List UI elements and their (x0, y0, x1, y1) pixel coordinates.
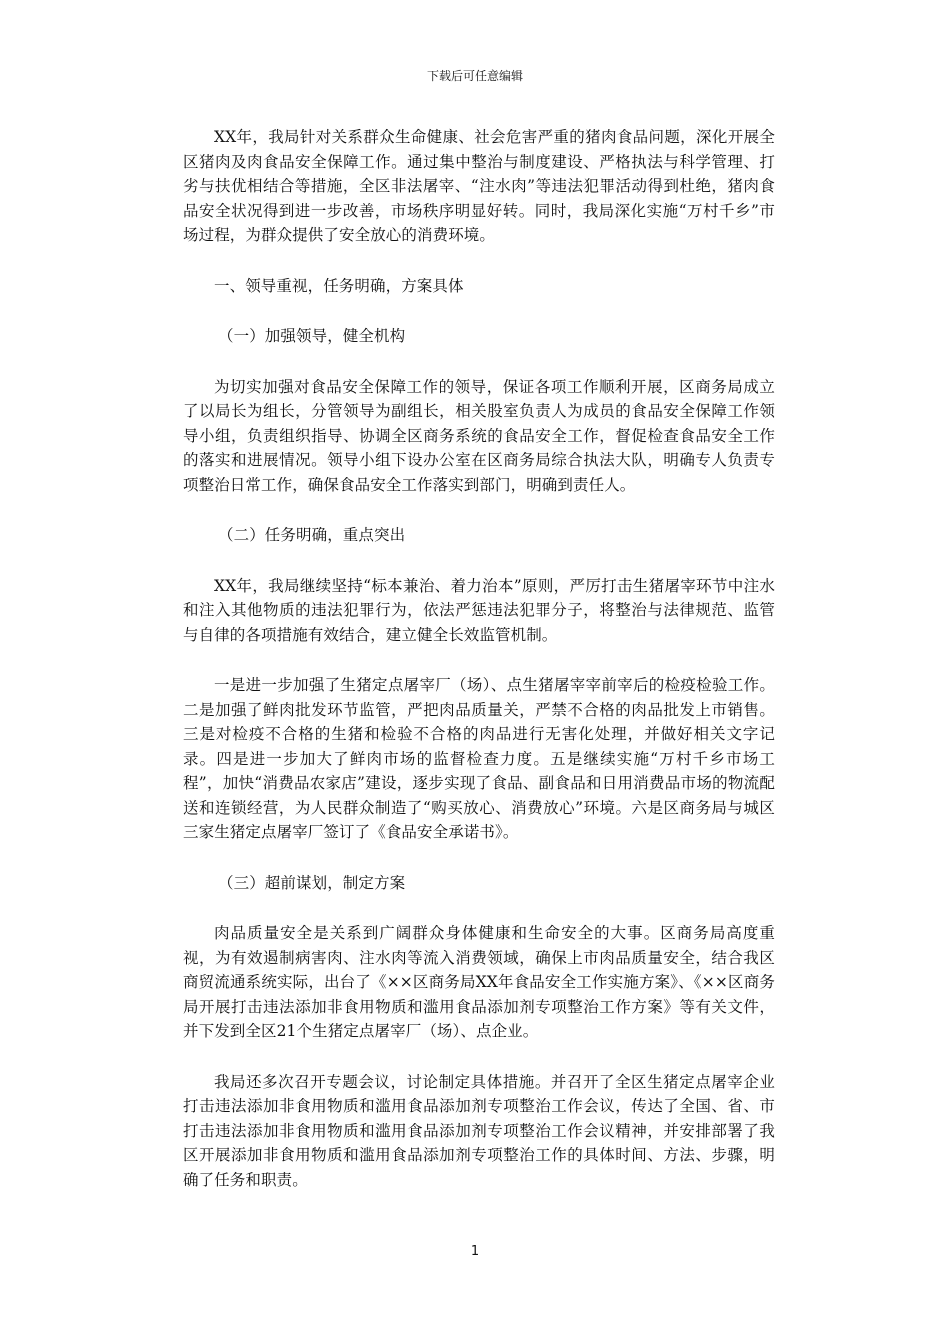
subsection-heading-1: （一）加强领导，健全机构 (218, 327, 406, 345)
document-body (183, 125, 775, 1218)
body-paragraph: XX年，我局继续坚持“标本兼治、着力治本”原则，严厉打击生猪屠宰环节中注水和注入其他物质的违法犯罪行为，依法严惩违法犯罪分子，将整治与法律规范、监管与自律的各项措施有效结合，建立健全长效监管机制。 (183, 576, 775, 644)
section-heading-1: 一、领导重视，任务明确，方案具体 (214, 276, 464, 295)
body-paragraph: 为切实加强对食品安全保障工作的领导，保证各项工作顺利开展，区商务局成立了以局长为组长，分管领导为副组长，相关股室负责人为成员的食品安全保障工作领导小组，负责组织指导、协调全区商务系统的食品安全工作，督促检查食品安全工作的落实和进展情况。领导小组下设办公室在区商务局综合执法大队，明确专人负责专项整治日常工作，确保食品安全工作落实到部门，明确到责任人。 (183, 377, 775, 494)
subsection-heading-3: （三）超前谋划，制定方案 (218, 873, 406, 892)
body-paragraph: 我局还多次召开专题会议，讨论制定具体措施。并召开了全区生猪定点屠宰企业打击违法添加非食用物质和滥用食品添加剂专项整治工作会议，传达了全国、省、市打击违法添加非食用物质和滥用食品添加剂专项整治工作会议精神，并安排部署了我区开展添加非食用物质和滥用食品添加剂专项整治工作的具体时间、方法、步骤，明确了任务和职责。 (183, 1072, 775, 1189)
page-number: 1 (470, 1244, 480, 1259)
intro-paragraph: XX年，我局针对关系群众生命健康、社会危害严重的猪肉食品问题，深化开展全区猪肉及肉食品安全保障工作。通过集中整治与制度建设、严格执法与科学管理、打劣与扶优相结合等措施，全区非法屠宰、“注水肉”等违法犯罪活动得到杜绝，猪肉食品安全状况得到进一步改善，市场秩序明显好转。同时，我局深化实施“万村千乡”市场过程，为群众提供了安全放心的消费环境。 (183, 128, 775, 244)
header-note: 下载后可任意编辑 (426, 69, 523, 83)
body-paragraph: 一是进一步加强了生猪定点屠宰厂（场）、点生猪屠宰宰前宰后的检疫检验工作。二是加强了鲜肉批发环节监管，严把肉品质量关，严禁不合格的肉品批发上市销售。三是对检疫不合格的生猪和检验不合格的肉品进行无害化处理，并做好相关文字记录。四是进一步加大了鲜肉市场的监督检查力度。五是继续实施“万村千乡市场工程”，加快“消费品农家店”建设，逐步实现了食品、副食品和日用消费品市场的物流配送和连锁经营，为人民群众制造了“购买放心、消费放心”环境。六是区商务局与城区三家生猪定点屠宰厂签订了《食品安全承诺书》。 (183, 676, 775, 841)
subsection-heading-2: （二）任务明确，重点突出 (218, 526, 406, 544)
body-paragraph: 肉品质量安全是关系到广阔群众身体健康和生命安全的大事。区商务局高度重视，为有效遏制病害肉、注水肉等流入消费领域，确保上市肉品质量安全，结合我区商贸流通系统实际，出台了《××区商务局XX年食品安全工作实施方案》、《××区商务局开展打击违法添加非食用物质和滥用食品添加剂专项整治工作方案》等有关文件，并下发到全区21个生猪定点屠宰厂（场）、点企业。 (183, 924, 775, 1040)
